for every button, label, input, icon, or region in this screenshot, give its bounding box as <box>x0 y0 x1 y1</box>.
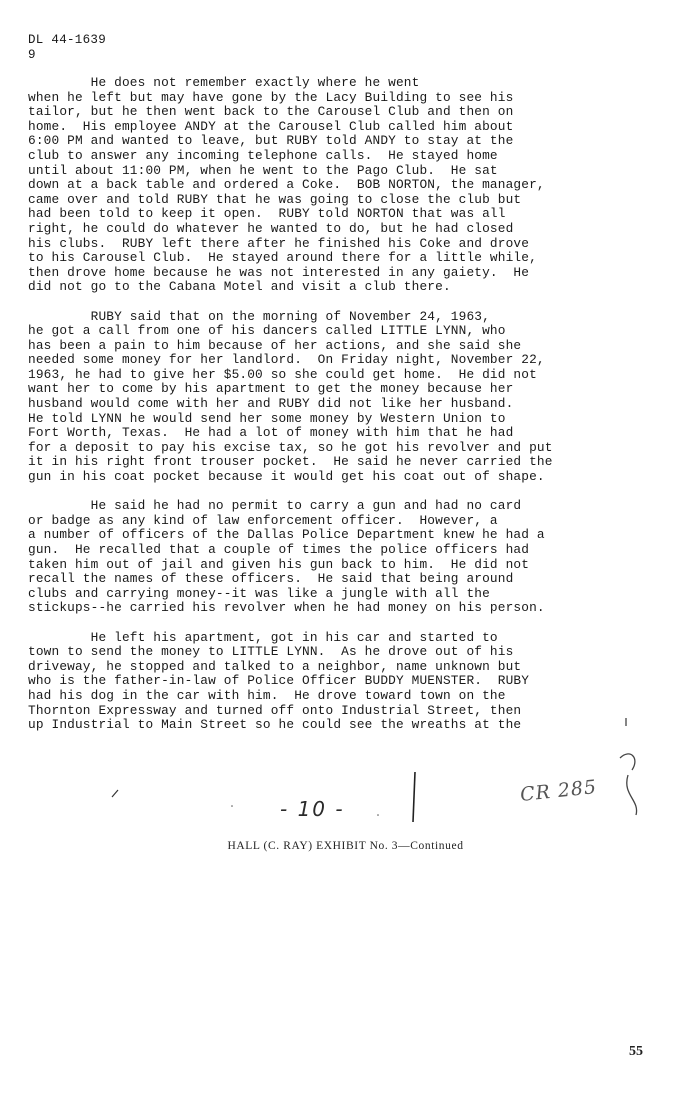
text-line: gun in his coat pocket because it would get his coat out of shape. <box>28 469 545 485</box>
text-line: has been a pain to him because of her actions, and she said she <box>28 337 522 353</box>
exhibit-caption: HALL (C. RAY) EXHIBIT No. 3—Continued <box>227 840 464 852</box>
text-line: home. His employee ANDY at the Carousel Club called him about <box>28 118 514 134</box>
stray-dot <box>377 814 379 816</box>
text-line: who is the father-in-law of Police Officer BUDDY MUENSTER. RUBY <box>28 673 530 689</box>
text-line: He said he had no permit to carry a gun and had no card <box>28 498 522 514</box>
text-line: He left his apartment, got in his car and started to <box>28 629 498 645</box>
text-line: a number of officers of the Dallas Police Department knew he had a <box>28 527 545 543</box>
text-line: Fort Worth, Texas. He had a lot of money with him that he had <box>28 425 514 441</box>
text-line: recall the names of these officers. He said that being around <box>28 571 514 587</box>
text-line: town to send the money to LITTLE LYNN. As he drove out of his <box>28 644 514 660</box>
text-line: He does not remember exactly where he went <box>28 75 436 90</box>
text-line: 6:00 PM and wanted to leave, but RUBY told ANDY to stay at the <box>28 133 514 149</box>
text-line: came over and told RUBY that he was going to close the club but <box>28 191 522 207</box>
text-line: clubs and carrying money--it was like a jungle with all the <box>28 585 490 601</box>
text-line: RUBY said that on the morning of November 24, 1963, <box>28 308 490 324</box>
text-line: had his dog in the car with him. He drove toward town on the <box>28 687 506 703</box>
text-line: needed some money for her landlord. On Friday night, November 22, <box>28 352 545 368</box>
text-line: he got a call from one of his dancers called LITTLE LYNN, who <box>28 323 506 339</box>
text-line: his clubs. RUBY left there after he finished his Coke and drove <box>28 235 530 251</box>
text-line: gun. He recalled that a couple of times the police officers had <box>28 542 530 557</box>
text-line: driveway, he stopped and talked to a neighbor, name unknown but <box>28 658 522 674</box>
text-line: 1963, he had to give her $5.00 so she could get home. He did not <box>28 366 537 382</box>
text-line: down at a back table and ordered a Coke. BOB NORTON, the manager, <box>28 177 545 193</box>
text-line: did not go to the Cabana Motel and visit a club there. <box>28 279 451 295</box>
text-line: husband would come with her and RUBY did not like her husband. <box>28 396 514 412</box>
text-line: up Industrial to Main Street so he could see the wreaths at the <box>28 717 522 733</box>
text-line: or badge as any kind of law enforcement officer. However, a <box>28 512 498 528</box>
page-number: 9 <box>28 48 36 62</box>
text-line: it in his right front trouser pocket. He said he never carried the <box>28 454 553 470</box>
text-line: stickups--he carried his revolver when he had money on his person. <box>28 600 545 616</box>
text-line: He told LYNN he would send her some money by Western Union to <box>28 410 506 426</box>
text-line: until about 11:00 PM, when he went to the Pago Club. He sat <box>28 162 498 178</box>
text-line: want her to come by his apartment to get the money because her <box>28 381 514 397</box>
text-line: tailor, but he then went back to the Carousel Club and then on <box>28 104 514 120</box>
text-line: then drove home because he was not interested in any gaiety. He <box>28 264 530 280</box>
text-line: taken him out of jail and given his gun back to him. He did not <box>28 556 530 572</box>
text-line: right, he could do whatever he wanted to do, but he had closed <box>28 220 514 236</box>
text-line: when he left but may have gone by the Lacy Building to see his <box>28 89 514 105</box>
sheet-number: 55 <box>629 1044 643 1059</box>
text-line: Thornton Expressway and turned off onto Industrial Street, then <box>28 702 522 718</box>
file-number: DL 44-1639 <box>28 33 107 47</box>
text-line: to his Carousel Club. He stayed around there for a little while, <box>28 250 537 266</box>
text-line: had been told to keep it open. RUBY told NORTON that was all <box>28 206 506 222</box>
text-line: for a deposit to pay his excise tax, so he got his revolver and put <box>28 439 553 455</box>
handwritten-page-number: - 10 - <box>280 797 345 821</box>
text-line: club to answer any incoming telephone calls. He stayed home <box>28 147 498 163</box>
stray-dot <box>231 805 233 807</box>
stray-mark <box>112 790 118 797</box>
handwritten-stroke <box>413 772 415 822</box>
handwritten-stroke <box>620 754 637 815</box>
handwritten-cr-number: CR 285 <box>519 776 599 806</box>
